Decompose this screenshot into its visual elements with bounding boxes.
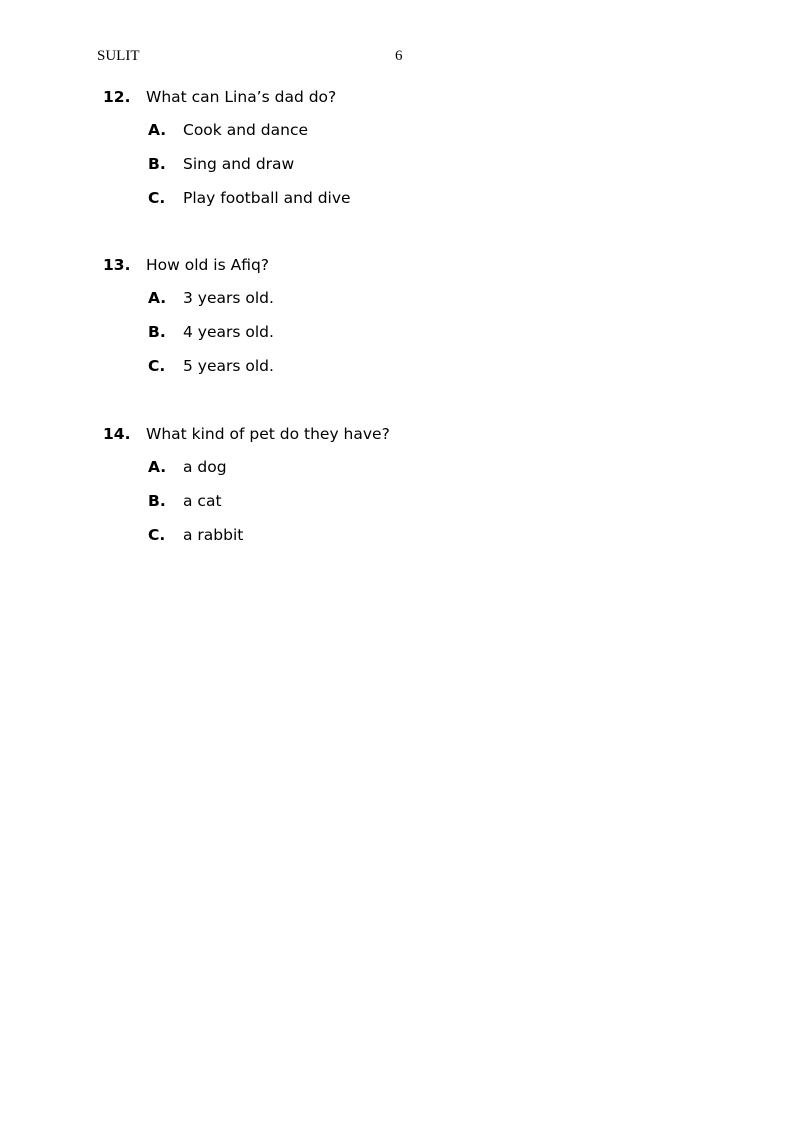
option-text: Play football and dive (183, 189, 351, 207)
option-13-a[interactable] (0, 289, 800, 313)
question-text: What kind of pet do they have? (146, 425, 390, 443)
option-text: 5 years old. (183, 357, 274, 375)
option-text: a dog (183, 458, 227, 476)
option-letter: C. (148, 189, 166, 207)
option-letter: B. (148, 323, 166, 341)
question-text: What can Lina’s dad do? (146, 88, 337, 106)
option-letter: C. (148, 526, 166, 544)
option-letter: A. (148, 289, 167, 307)
option-14-c[interactable] (0, 526, 800, 550)
option-text: Sing and draw (183, 155, 295, 173)
option-text: 4 years old. (183, 323, 274, 341)
question-number: 13. (103, 256, 131, 274)
question-12 (0, 88, 800, 112)
option-14-a[interactable] (0, 458, 800, 482)
option-text: a cat (183, 492, 222, 510)
question-13 (0, 256, 800, 280)
option-text: Cook and dance (183, 121, 308, 139)
option-12-a[interactable] (0, 121, 800, 145)
question-number: 14. (103, 425, 131, 443)
option-text: 3 years old. (183, 289, 274, 307)
option-letter: B. (148, 155, 166, 173)
option-12-b[interactable] (0, 155, 800, 179)
option-letter: A. (148, 458, 167, 476)
option-13-c[interactable] (0, 357, 800, 381)
page-number: 6 (395, 48, 403, 64)
question-14 (0, 425, 800, 449)
option-letter: A. (148, 121, 167, 139)
option-12-c[interactable] (0, 189, 800, 213)
header-label: SULIT (97, 48, 140, 64)
option-letter: B. (148, 492, 166, 510)
option-letter: C. (148, 357, 166, 375)
question-text: How old is Afiq? (146, 256, 270, 274)
option-14-b[interactable] (0, 492, 800, 516)
option-text: a rabbit (183, 526, 244, 544)
option-13-b[interactable] (0, 323, 800, 347)
question-number: 12. (103, 88, 131, 106)
